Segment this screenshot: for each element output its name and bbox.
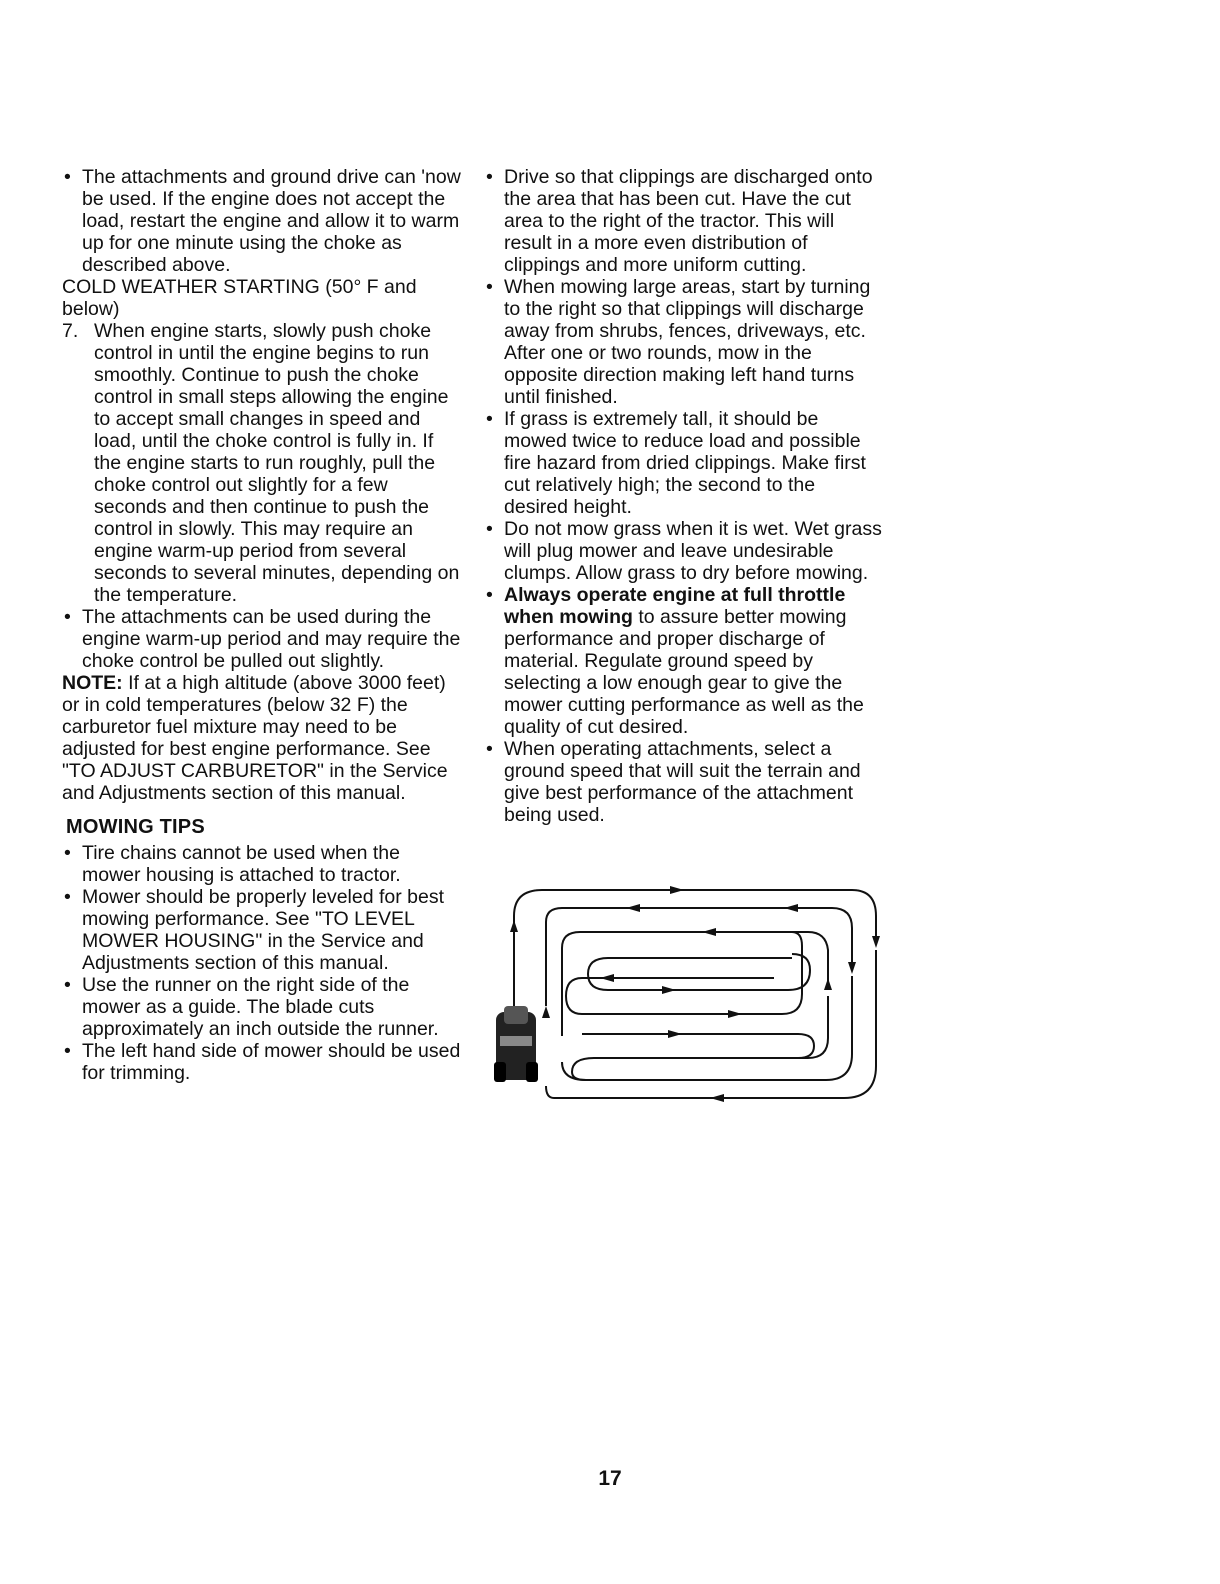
arrow-7 xyxy=(728,1010,742,1018)
arrow-6 xyxy=(662,986,676,994)
mowing-tip-4: • The left hand side of mower should be used for trimming. xyxy=(62,1040,462,1084)
mowing-tip-3: • Use the runner on the right side of the mower as a guide. The blade cuts approximately an inch outside the runner. xyxy=(62,974,462,1040)
inner-lower-path xyxy=(582,1034,814,1058)
note-label: NOTE: xyxy=(62,672,123,694)
arrow-9 xyxy=(710,1094,724,1102)
arrow-10 xyxy=(872,936,880,948)
tractor-icon xyxy=(494,1006,538,1082)
mowing-tip-1: • Tire chains cannot be used when the mower housing is attached to tractor. xyxy=(62,842,462,886)
arrow-8 xyxy=(668,1030,682,1038)
mowing-tip-2: • Mower should be properly leveled for best mowing performance. See "TO LEVEL MOWER HOUSING" in the Service and Adjustments section of this manual. xyxy=(62,886,462,974)
right-tip-1: • Drive so that clippings are discharged onto the area that has been cut. Have the cut area to the right of the tractor. This will result in a more even distribution of clippings and more uniform cutting. xyxy=(484,166,884,276)
third-lower-path xyxy=(572,996,828,1080)
cold-weather-heading: COLD WEATHER STARTING (50° F and below) xyxy=(62,276,417,320)
note-paragraph xyxy=(62,672,462,804)
second-lower-path xyxy=(562,976,852,1080)
step-7-text: When engine starts, slowly push choke control in until the engine begins to run smoothly. Continue to push the choke control in small steps allowing the engine to accept small changes in speed and load, until the choke control is fully in. If the engine starts to run roughly, pull the choke control out slightly for a few seconds and then continue to push the control in slowly. This may require an engine warm-up period from several seconds to several minutes, depending on the temperature. xyxy=(94,320,460,606)
attachments-speed-tip: • When operating attachments, select a ground speed that will suit the terrain and give best performance of the attachment being used. xyxy=(484,738,884,826)
note-text: If at a high altitude (above 3000 feet) or in cold temperatures (below 32 F) the carburetor fuel mixture may need to be adjusted for best engine performance. See "TO ADJUST CARBURETOR" in the Service and Adjustments section of this manual. xyxy=(62,672,448,804)
left-column xyxy=(62,166,462,1084)
attachments-ready-bullet: • The attachments and ground drive can 'now be used. If the engine does not accept the load, restart the engine and allow it to warm up for one minute using the choke as described above. xyxy=(62,166,462,276)
outer-right-path xyxy=(546,950,876,1098)
throttle-text: to assure better mowing performance and proper discharge of material. Regulate ground speed by selecting a low enough gear to give the mower cutting performance as well as the quality of cut desired. xyxy=(504,606,864,738)
inner-top-path xyxy=(566,932,802,1014)
arrow-3 xyxy=(784,904,798,912)
page-number: 17 xyxy=(598,1467,622,1490)
warmup-bullet: • The attachments can be used during the engine warm-up period and may require the choke control be pulled out slightly. xyxy=(62,606,462,672)
right-tip-2: • When mowing large areas, start by turning to the right so that clippings will discharge away from shrubs, fences, driveways, etc. After one or two rounds, mow in the opposite direction making left hand turns until finished. xyxy=(484,276,884,408)
arrow-12 xyxy=(824,978,832,990)
arrow-11 xyxy=(848,962,856,974)
throttle-bold: Always operate engine at full throttle when mowing xyxy=(504,584,846,628)
step-7 xyxy=(62,320,462,606)
right-tip-3: • If grass is extremely tall, it should be mowed twice to reduce load and possible fire hazard from dried clippings. Make first cut relatively high; the second to the desired height. xyxy=(484,408,884,518)
mowing-pattern-diagram xyxy=(492,886,884,1112)
arrow-2 xyxy=(626,904,640,912)
arrow-4 xyxy=(702,928,716,936)
arrow-14 xyxy=(542,1006,550,1018)
arrow-1 xyxy=(670,886,684,894)
throttle-tip xyxy=(484,584,884,738)
mowing-tips-title: MOWING TIPS xyxy=(66,816,205,838)
arrow-5 xyxy=(600,974,614,982)
third-path xyxy=(562,932,828,1036)
step-7-number: 7. xyxy=(62,320,79,342)
right-tip-4: • Do not mow grass when it is wet. Wet grass will plug mower and leave undesirable clumps. Allow grass to dry before mowing. xyxy=(484,518,884,584)
inner-core-path xyxy=(588,954,810,990)
arrow-13 xyxy=(510,920,518,932)
right-column xyxy=(484,166,884,826)
